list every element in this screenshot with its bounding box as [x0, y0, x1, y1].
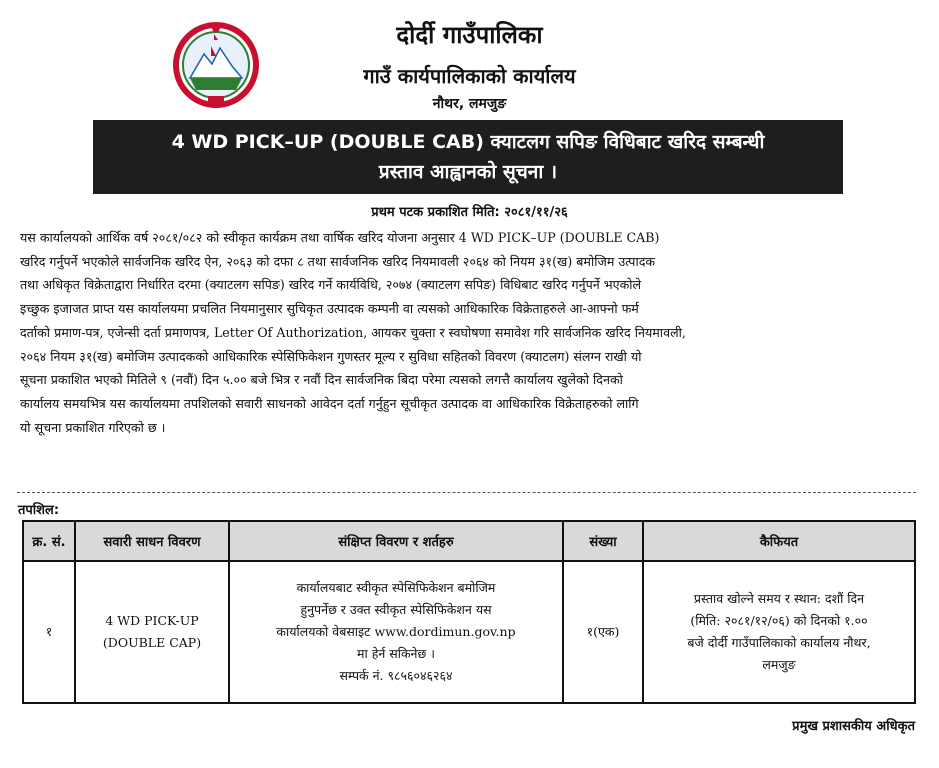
- notice-body-line: २०६४ नियम ३१(ख) बमोजिम उत्पादकको आधिकारिक स्पेसिफिकेशन गुणस्तर मूल्य र सुविधा सहितको विवरण (क्याटलग) संलग्न राखी यो: [20, 348, 642, 364]
- notice-body-line: दर्ताको प्रमाण-पत्र, एजेन्सी दर्ता प्रमाणपत्र, Letter Of Authorization, आयकर चुक्ता र स्वघोषणा समावेश गरि सार्वजनिक खरिद नियमावली,: [20, 324, 686, 340]
- remarks-line: लमजुङ: [762, 657, 796, 672]
- office-address: नौथर, लमजुङ: [432, 96, 507, 112]
- header-conditions: संक्षिप्त विवरण र शर्तहरु: [229, 521, 563, 561]
- table-row: [23, 561, 915, 703]
- cell-vehicle: [75, 561, 229, 703]
- remarks-line: (मिति: २०८१/१२/०६) को दिनको १.००: [690, 613, 868, 628]
- cell-sn: १: [23, 561, 75, 703]
- header-vehicle: सवारी साधन विवरण: [75, 521, 229, 561]
- table-header-row: [23, 521, 915, 561]
- signoff-title: प्रमुख प्रशासकीय अधिकृत: [792, 719, 915, 734]
- header-remarks: कैफियत: [643, 521, 915, 561]
- municipality-name: दोर्दी गाउँपालिका: [396, 21, 543, 49]
- notice-title-line-1: 4 WD PICK–UP (DOUBLE CAB) क्याटलग सपिङ विधिबाट खरिद सम्बन्धी: [171, 131, 765, 153]
- vehicle-table: [22, 520, 916, 704]
- header-sn: क्र. सं.: [23, 521, 75, 561]
- cell-conditions: [229, 561, 563, 703]
- details-label: तपशिल:: [18, 503, 60, 518]
- notice-title-banner: [93, 120, 843, 194]
- header-quantity: संख्या: [563, 521, 643, 561]
- notice-body-line: इच्छुक इजाजत प्राप्त यस कार्यालयमा प्रचलित नियमानुसार सुचिकृत उत्पादक कम्पनी वा त्यसको आधिकारिक विक्रेताहरुले आ-आफ्नो फर्म: [20, 301, 639, 317]
- conditions-line: मा हेर्न सकिनेछ ।: [357, 646, 435, 661]
- cell-remarks: [643, 561, 915, 703]
- divider: [17, 492, 916, 493]
- notice-body-line: सूचना प्रकाशित भएको मितिले ९ (नवौं) दिन ५.०० बजे भित्र र नवौं दिन सार्वजनिक बिदा परेमा त्यसको लगत्तै कार्यालय खुलेको दिनको: [20, 372, 623, 388]
- notice-title-line-2: प्रस्ताव आह्वानको सूचना ।: [378, 161, 558, 183]
- cell-quantity: १(एक): [563, 561, 643, 703]
- conditions-line: हुनुपर्नेछ र उक्त स्वीकृत स्पेसिफिकेशन यस: [300, 602, 492, 617]
- notice-body-line: तथा अधिकृत विक्रेताद्वारा निर्धारित दरमा (क्याटलग सपिङ) खरिद गर्ने कार्यविधि, २०७४ (क्याटलग सपिङ) विधिबाट खरिद गर्नुपर्ने भएकोले: [20, 277, 642, 293]
- notice-body-line: यस कार्यालयको आर्थिक वर्ष २०८१/०८२ को स्वीकृत कार्यक्रम तथा वार्षिक खरिद योजना अनुसार 4 WD PICK–UP (DOUBLE CAB): [20, 230, 660, 245]
- conditions-line: कार्यालयको वेबसाइट www.dordimun.gov.np: [276, 624, 516, 639]
- remarks-line: प्रस्ताव खोल्ने समय र स्थान: दशौं दिन: [693, 591, 865, 606]
- vehicle-line: (DOUBLE CAP): [102, 635, 202, 650]
- notice-body-line: कार्यालय समयभित्र यस कार्यालयमा तपशिलको सवारी साधनको आवेदन दर्ता गर्नुहुन सूचीकृत उत्पादक वा आधिकारिक विक्रेताहरुको लागि: [20, 395, 639, 411]
- remarks-line: बजे दोर्दी गाउँपालिकाको कार्यालय नौथर,: [687, 635, 871, 650]
- conditions-line: कार्यालयबाट स्वीकृत स्पेसिफिकेशन बमोजिम: [296, 580, 496, 595]
- notice-body-line: यो सूचना प्रकाशित गरिएको छ ।: [20, 419, 166, 435]
- vehicle-line: 4 WD PICK-UP: [105, 613, 199, 628]
- notice-body: [20, 226, 915, 439]
- publication-date: प्रथम पटक प्रकाशित मिति: २०८१/११/२६: [371, 205, 568, 220]
- conditions-line: सम्पर्क नं. ९८५६०४६२६४: [339, 668, 453, 683]
- office-name: गाउँ कार्यपालिकाको कार्यालय: [363, 64, 576, 88]
- notice-body-line: खरिद गर्नुपर्ने भएकोले सार्वजनिक खरिद ऐन, २०६३ को दफा ८ तथा सार्वजनिक खरिद नियमावली २०६४ को नियम ३१(ख) बमोजिम उत्पादक: [20, 253, 656, 269]
